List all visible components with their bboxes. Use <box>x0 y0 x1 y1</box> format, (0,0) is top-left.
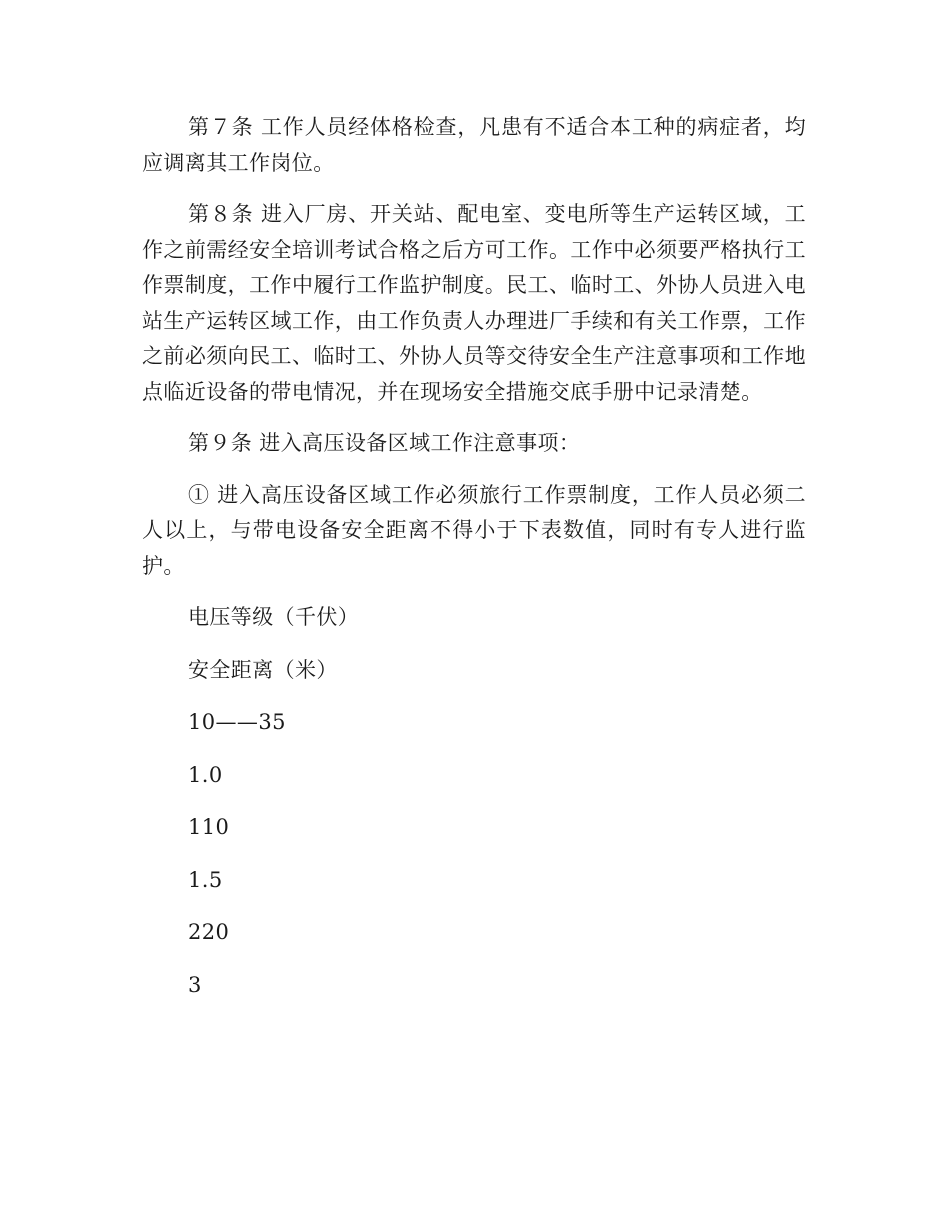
table-header-distance: 安全距离（米） <box>188 657 338 682</box>
table-cell-distance: 1.5 <box>188 867 223 892</box>
table-header-voltage: 电压等级（千伏） <box>188 605 360 629</box>
article-8: 第８条 进入厂房、开关站、配电室、变电所等生产运转区域，工作之前需经安全培训考试合格之后方可工作。工作中必须要严格执行工作票制度，工作中履行工作监护制度。民工、临时工、外协人员进入电站生产运转区域工作，由工作负责人办理进厂手续和有关工作票，工作之前必须向民工、临时工、外协人员等交待安全生产注意事项和工作地点临近设备的带电情况，并在现场安全措施交底手册中记录清楚。 <box>142 202 806 404</box>
document-page <box>142 110 806 1020</box>
table-cell-distance: 3 <box>188 972 202 997</box>
table-cell-voltage: 220 <box>188 920 230 944</box>
article-9-item-1: ① 进入高压设备区域工作必须旅行工作票制度，工作人员必须二人以上，与带电设备安全距离不得小于下表数值，同时有专人进行监护。 <box>142 482 806 578</box>
table-cell-voltage: 10——35 <box>188 710 286 734</box>
table-cell-distance: 1.0 <box>188 762 223 787</box>
article-9: 第９条 进入高压设备区域工作注意事项： <box>188 431 581 455</box>
table-cell-voltage: 110 <box>188 815 230 839</box>
safety-distance-table <box>142 600 806 1003</box>
article-7: 第７条 工作人员经体格检查，凡患有不适合本工种的病症者，均应调离其工作岗位。 <box>142 115 806 175</box>
